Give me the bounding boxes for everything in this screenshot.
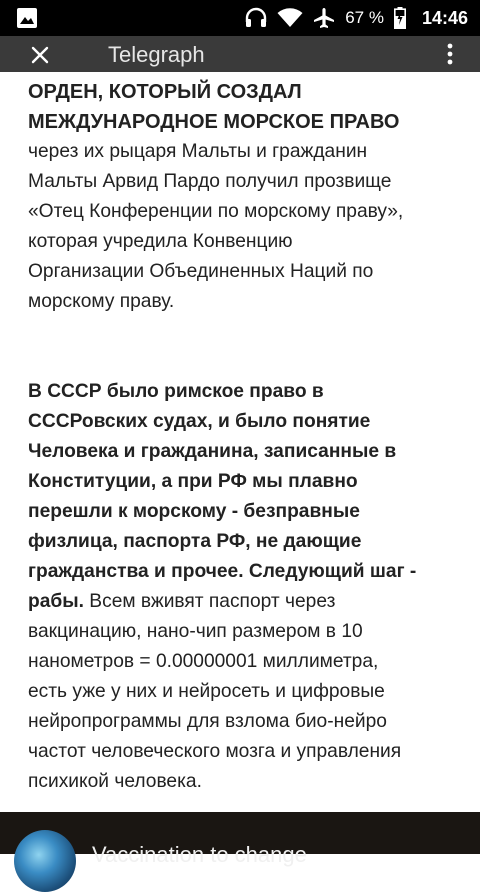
text-line: Мальты Арвид Пардо получил прозвище (28, 171, 392, 192)
text-line-bold: СССРовских судах, и было понятие (28, 411, 371, 432)
text-line: морскому праву. (28, 291, 175, 312)
media-caption: Vaccination to change (92, 842, 307, 867)
text-line-bold: Конституции, а при РФ мы плавно (28, 471, 358, 492)
overflow-menu-button[interactable] (442, 42, 458, 66)
channel-avatar (14, 830, 76, 892)
text-line: Организации Объединенных Наций по (28, 261, 374, 282)
text-line-bold: гражданства и прочее. Следующий шаг - (28, 561, 417, 582)
battery-percent: 67 % (345, 8, 384, 27)
clock: 14:46 (421, 7, 468, 28)
heading-line: МЕЖДУНАРОДНОЕ МОРСКОЕ ПРАВО (28, 111, 400, 133)
custom-tab-toolbar (0, 36, 480, 72)
text-line: которая учредила Конвенцию (28, 231, 293, 252)
text-line: вакцинацию, нано-чип размером в 10 (28, 621, 363, 642)
text-line-bold: физлица, паспорта РФ, не дающие (28, 531, 362, 552)
close-icon (31, 46, 49, 64)
paragraph-gap (28, 317, 460, 377)
article-heading (28, 77, 460, 137)
text-line: нанометров = 0.00000001 миллиметра, (28, 651, 379, 672)
text-fragment-bold: рабы. (28, 591, 84, 612)
text-fragment: Всем вживят паспорт через (83, 591, 336, 612)
paragraph-pardo (28, 137, 460, 317)
text-line-bold: Человека и гражданина, записанные в (28, 441, 397, 462)
status-icons (245, 0, 468, 36)
text-line-bold: перешли к морскому - безправные (28, 501, 360, 522)
text-line: через их рыцаря Мальты и гражданин (28, 141, 368, 162)
article-body (28, 77, 460, 797)
airplane-mode-icon (313, 7, 335, 29)
text-line: частот человеческого мозга и управления (28, 741, 402, 762)
close-button[interactable] (26, 41, 54, 69)
headphones-icon (245, 8, 267, 28)
text-line: нейропрограммы для взлома био-нейро (28, 711, 387, 732)
toolbar-title: Telegraph (108, 42, 205, 67)
text-line: психикой человека. (28, 771, 202, 792)
gallery-notification-icon (16, 7, 38, 29)
text-line: есть уже у них и нейросеть и цифровые (28, 681, 385, 702)
status-bar (0, 0, 480, 36)
text-line-bold: В СССР было римское право в (28, 381, 324, 402)
heading-line: ОРДЕН, КОТОРЫЙ СОЗДАЛ (28, 81, 302, 103)
battery-charging-icon (394, 7, 406, 29)
paragraph-ussr (28, 377, 460, 797)
more-vert-icon (442, 42, 458, 66)
media-embed[interactable] (0, 812, 480, 867)
wifi-icon (277, 8, 303, 28)
text-line: «Отец Конференции по морскому праву», (28, 201, 404, 222)
